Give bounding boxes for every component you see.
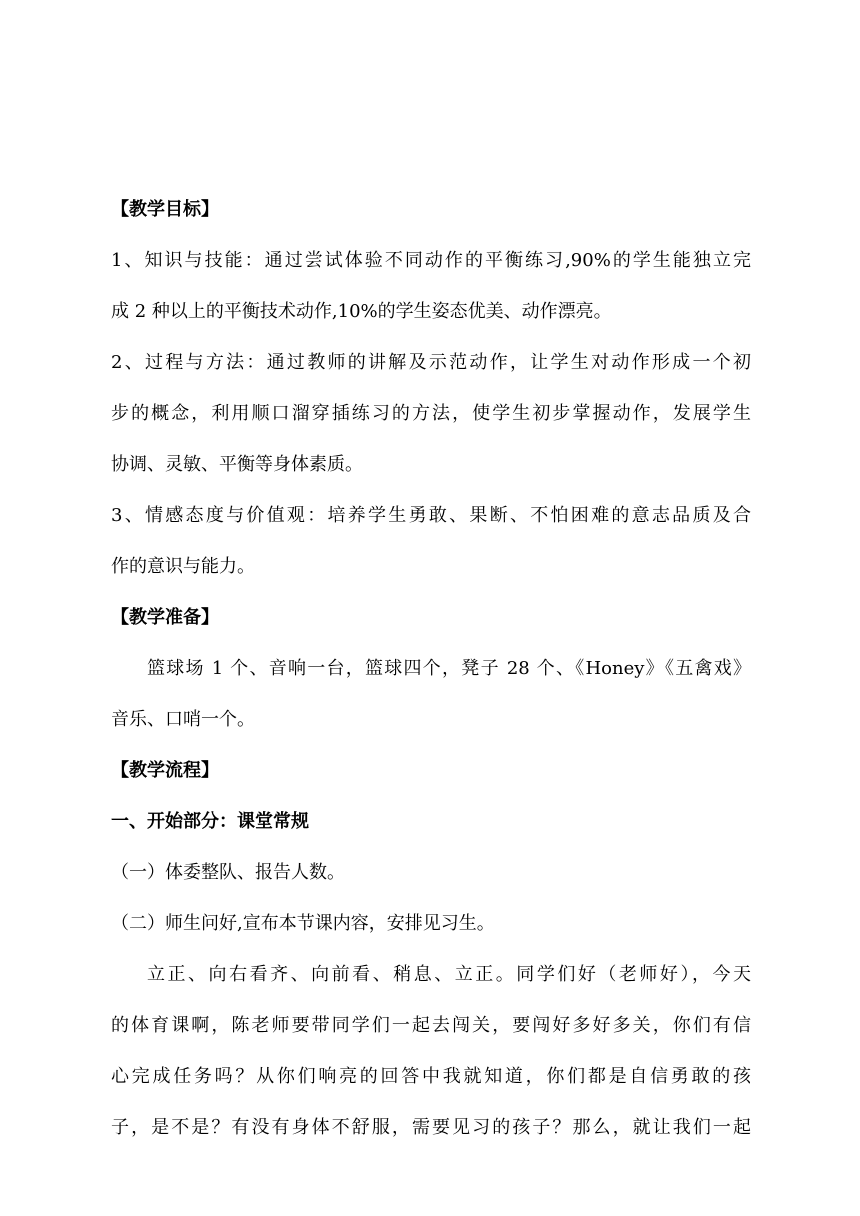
goal-2-line-1: 2、过程与方法：通过教师的讲解及示范动作，让学生对动作形成一个初: [111, 352, 751, 373]
paragraph-line-1: 立正、向右看齐、向前看、稍息、立正。同学们好（老师好），今天: [147, 964, 751, 985]
goal-3-line-1: 3、情感态度与价值观：培养学生勇敢、果断、不怕困难的意志品质及合: [111, 505, 751, 526]
goal-1-line-2: 成 2 种以上的平衡技术动作,10%的学生姿态优美、动作漂亮。: [111, 301, 612, 322]
prep-line-1: 篮球场 1 个、音响一台，篮球四个，凳子 28 个、《Honey》《五禽戏》: [147, 658, 751, 679]
teaching-prep-heading: 【教学准备】: [111, 607, 219, 628]
teaching-flow-heading: 【教学流程】: [111, 760, 219, 781]
flow-item-2: （二）师生问好,宣布本节课内容，安排见习生。: [111, 913, 495, 934]
part-1-heading: 一、开始部分：课堂常规: [111, 811, 309, 832]
paragraph-line-2: 的体育课啊，陈老师要带同学们一起去闯关，要闯好多好多关，你们有信: [111, 1015, 751, 1036]
flow-item-1: （一）体委整队、报告人数。: [111, 862, 345, 883]
teaching-goals-heading: 【教学目标】: [111, 199, 219, 220]
paragraph-line-3: 心完成任务吗？从你们响亮的回答中我就知道，你们都是自信勇敢的孩: [111, 1066, 751, 1087]
paragraph-line-4: 子，是不是？有没有身体不舒服，需要见习的孩子？那么，就让我们一起: [111, 1117, 751, 1138]
prep-line-2: 音乐、口哨一个。: [111, 709, 255, 730]
goal-3-line-2: 作的意识与能力。: [111, 556, 255, 577]
document-body: [111, 198, 751, 1139]
goal-1-line-1: 1、知识与技能：通过尝试体验不同动作的平衡练习,90%的学生能独立完: [111, 250, 751, 271]
goal-2-line-3: 协调、灵敏、平衡等身体素质。: [111, 454, 363, 475]
goal-2-line-2: 步的概念，利用顺口溜穿插练习的方法，使学生初步掌握动作，发展学生: [111, 403, 751, 424]
